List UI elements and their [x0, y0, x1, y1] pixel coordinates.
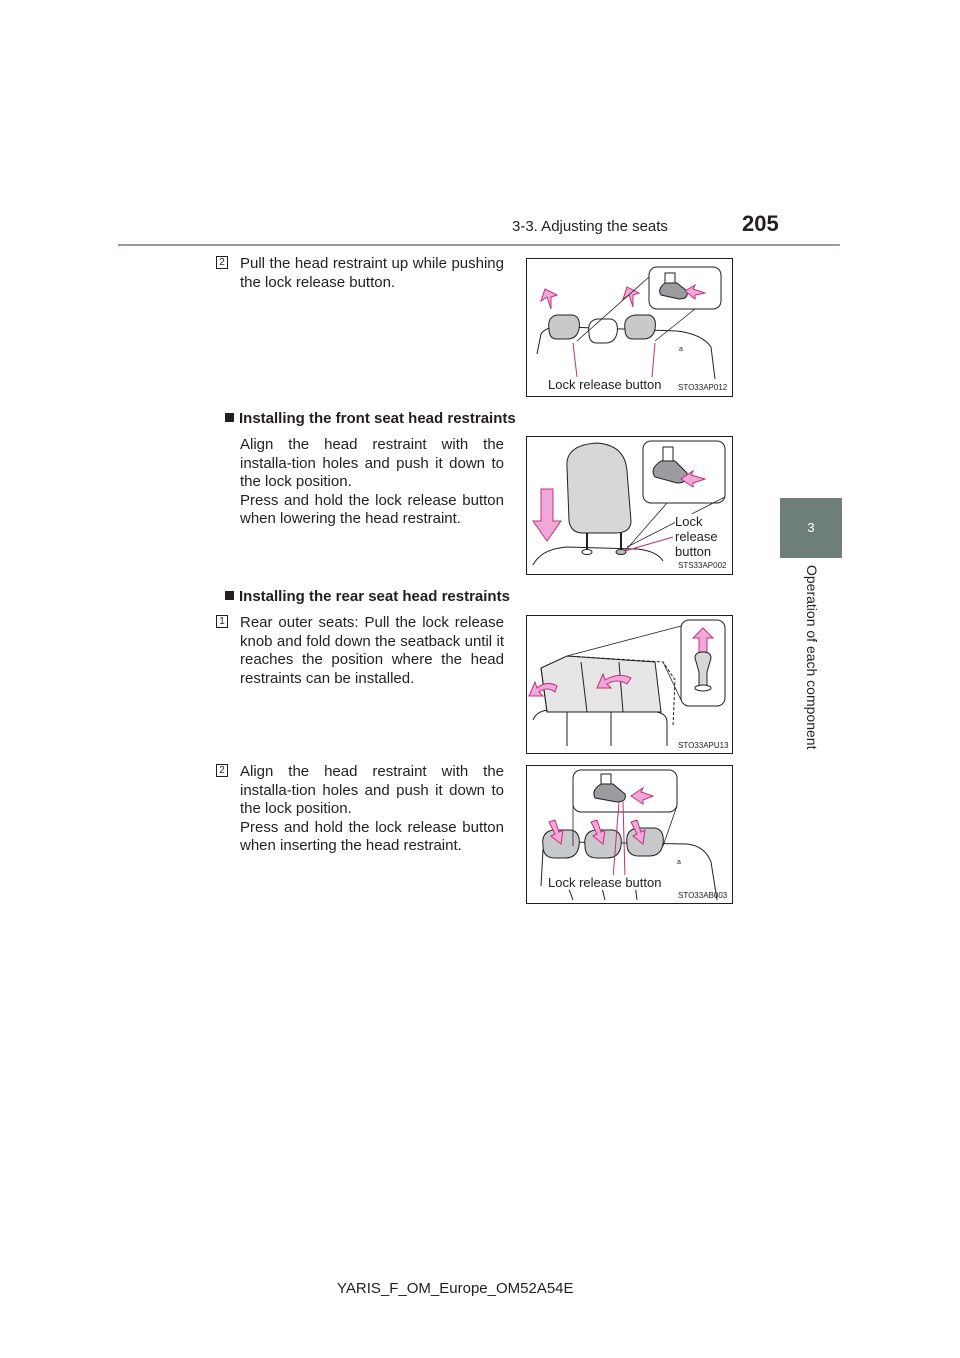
text-paragraph: Align the head restraint with the installa-tion holes and push it down to the lock position.	[240, 436, 504, 490]
figure-code: STO33AB003	[678, 891, 728, 900]
section-title: 3-3. Adjusting the seats	[512, 218, 668, 235]
figure-callout: Lock release button	[548, 377, 662, 392]
text-paragraph: Press and hold the lock release button when inserting the head restraint.	[240, 818, 504, 854]
page-number: 205	[742, 211, 779, 236]
step-badge-1: 1	[216, 615, 228, 628]
square-bullet-icon	[225, 413, 234, 422]
text-paragraph: Align the head restraint with the installa-tion holes and push it down to the lock position.	[240, 763, 504, 817]
step-badge-2: 2	[216, 764, 228, 777]
figure-fold-seatback	[526, 615, 733, 754]
chapter-number: 3	[807, 520, 815, 535]
chapter-title: Operation of each component	[804, 565, 820, 750]
text-paragraph: Press and hold the lock release button when lowering the head restraint.	[240, 491, 504, 527]
callout-line: button	[675, 544, 712, 559]
figure-code: STO33AP012	[678, 383, 728, 392]
step-text: Pull the head restraint up while pushing the lock release button.	[240, 255, 504, 291]
step-text	[240, 763, 504, 856]
section-heading	[225, 588, 510, 605]
callout-line: release	[675, 529, 718, 544]
front-install-text	[240, 436, 504, 529]
step-badge-2: 2	[216, 256, 228, 269]
heading-text: Installing the rear seat head restraints	[239, 588, 510, 605]
figure-callout	[675, 514, 718, 559]
svg-text:a: a	[679, 346, 683, 353]
figure-code: STO33APU13	[678, 741, 729, 750]
figure-code: STS33AP002	[678, 561, 727, 570]
svg-text:a: a	[677, 859, 681, 866]
callout-line: Lock	[675, 514, 703, 529]
square-bullet-icon	[225, 591, 234, 600]
heading-text: Installing the front seat head restraints	[239, 410, 516, 427]
document-id: YARIS_F_OM_Europe_OM52A54E	[337, 1280, 574, 1297]
figure-callout: Lock release button	[548, 875, 662, 890]
section-heading	[225, 410, 516, 427]
step-text: Rear outer seats: Pull the lock release knob and fold down the seatback until it reaches the position where the head restraints can be installed.	[240, 614, 504, 687]
header-rule	[118, 244, 840, 246]
